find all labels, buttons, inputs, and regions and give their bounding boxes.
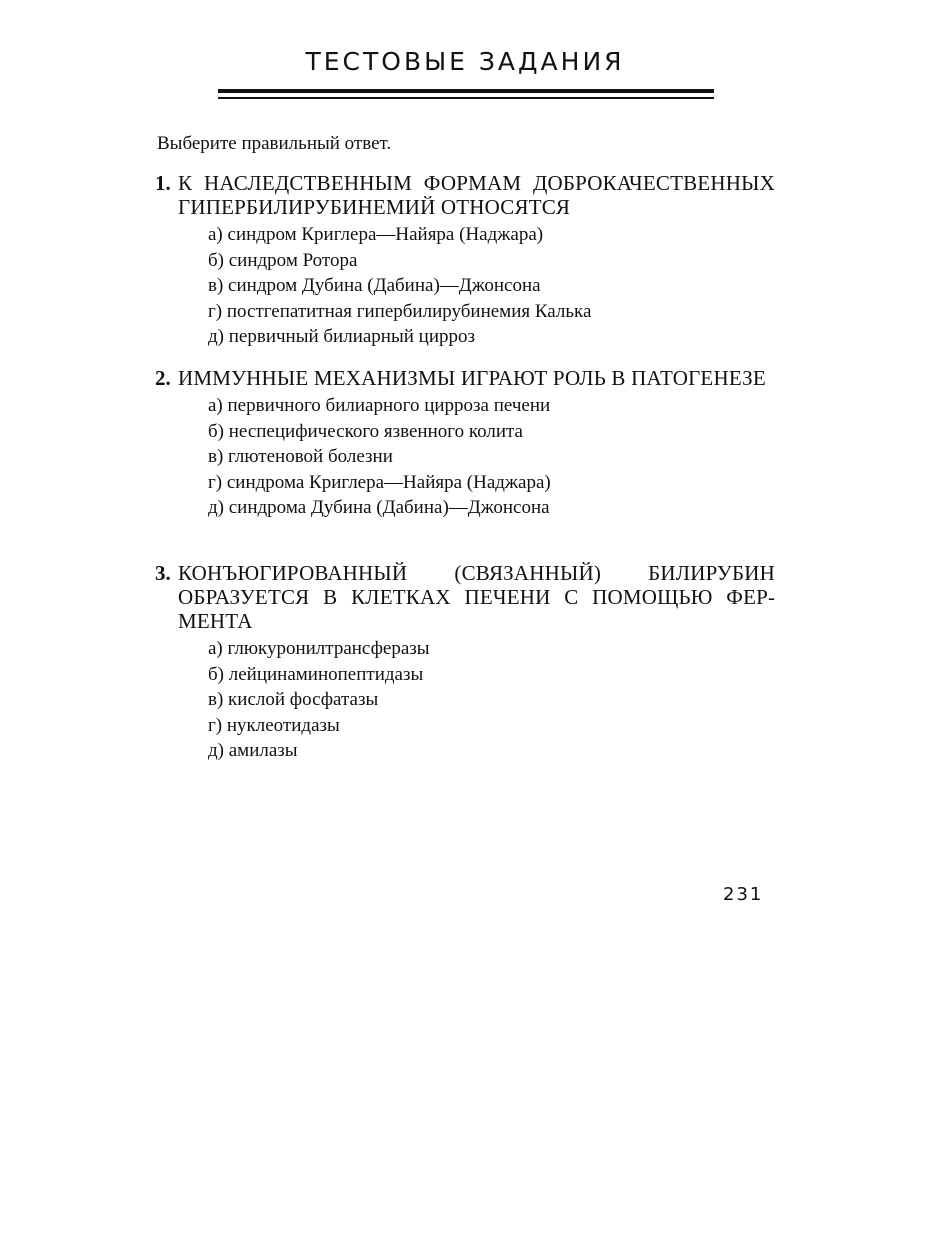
answer-option: д) синдрома Дубина (Дабина)—Джонсона bbox=[208, 497, 550, 518]
answer-option: а) первичного билиарного цирроза печени bbox=[208, 395, 551, 416]
question-heading bbox=[155, 366, 775, 390]
answer-option: д) первичный билиарный цирроз bbox=[208, 326, 476, 347]
question-number: 2. bbox=[155, 366, 171, 390]
question-number: 1. bbox=[155, 171, 171, 195]
answer-option: б) неспецифического язвенного колита bbox=[208, 420, 523, 442]
answer-options bbox=[155, 222, 775, 350]
question-heading bbox=[155, 171, 775, 219]
answer-option: б) лейцинаминопептидазы bbox=[208, 663, 424, 685]
header-rule-thin bbox=[218, 97, 714, 99]
header-rule-thick bbox=[218, 89, 714, 93]
question-3 bbox=[155, 561, 775, 764]
answer-option: б) синдром Ротора bbox=[208, 249, 358, 271]
answer-option: в) синдром Дубина (Дабина)—Джонсона bbox=[208, 275, 541, 296]
question-text: КОНЪЮГИРОВАННЫЙ (СВЯЗАННЫЙ) БИЛИРУБИН ОБРАЗУЕТСЯ В КЛЕТКАХ ПЕЧЕНИ С ПОМОЩЬЮ ФЕРМЕНТА bbox=[178, 561, 775, 633]
question-2 bbox=[155, 366, 775, 521]
instruction-text: Выберите правильный ответ. bbox=[157, 133, 392, 154]
page-number: 231 bbox=[723, 884, 764, 905]
answer-option: г) нуклеотидазы bbox=[208, 714, 340, 736]
answer-options bbox=[155, 393, 775, 521]
answer-option: г) постгепатитная гипербилирубинемия Калька bbox=[208, 300, 592, 322]
answer-option: в) глютеновой болезни bbox=[208, 446, 393, 467]
answer-option: а) глюкуронилтрансферазы bbox=[208, 638, 430, 659]
answer-options bbox=[155, 636, 775, 764]
answer-option: г) синдрома Криглера—Найяра (Наджара) bbox=[208, 471, 551, 493]
question-1 bbox=[155, 171, 775, 350]
page-header-title: ТЕСТОВЫЕ ЗАДАНИЯ bbox=[305, 47, 625, 76]
question-text: ИММУННЫЕ МЕХАНИЗМЫ ИГРАЮТ РОЛЬ В ПАТОГЕНЕЗЕ bbox=[178, 366, 766, 390]
answer-option: в) кислой фосфатазы bbox=[208, 689, 379, 710]
answer-option: д) амилазы bbox=[208, 740, 298, 761]
question-heading bbox=[155, 561, 775, 633]
question-text: К НАСЛЕДСТВЕННЫМ ФОРМАМ ДОБРОКАЧЕСТВЕННЫХ ГИПЕРБИЛИРУБИНЕМИЙ ОТНОСЯТСЯ bbox=[178, 171, 775, 219]
question-number: 3. bbox=[155, 561, 171, 585]
answer-option: а) синдром Криглера—Найяра (Наджара) bbox=[208, 224, 544, 245]
